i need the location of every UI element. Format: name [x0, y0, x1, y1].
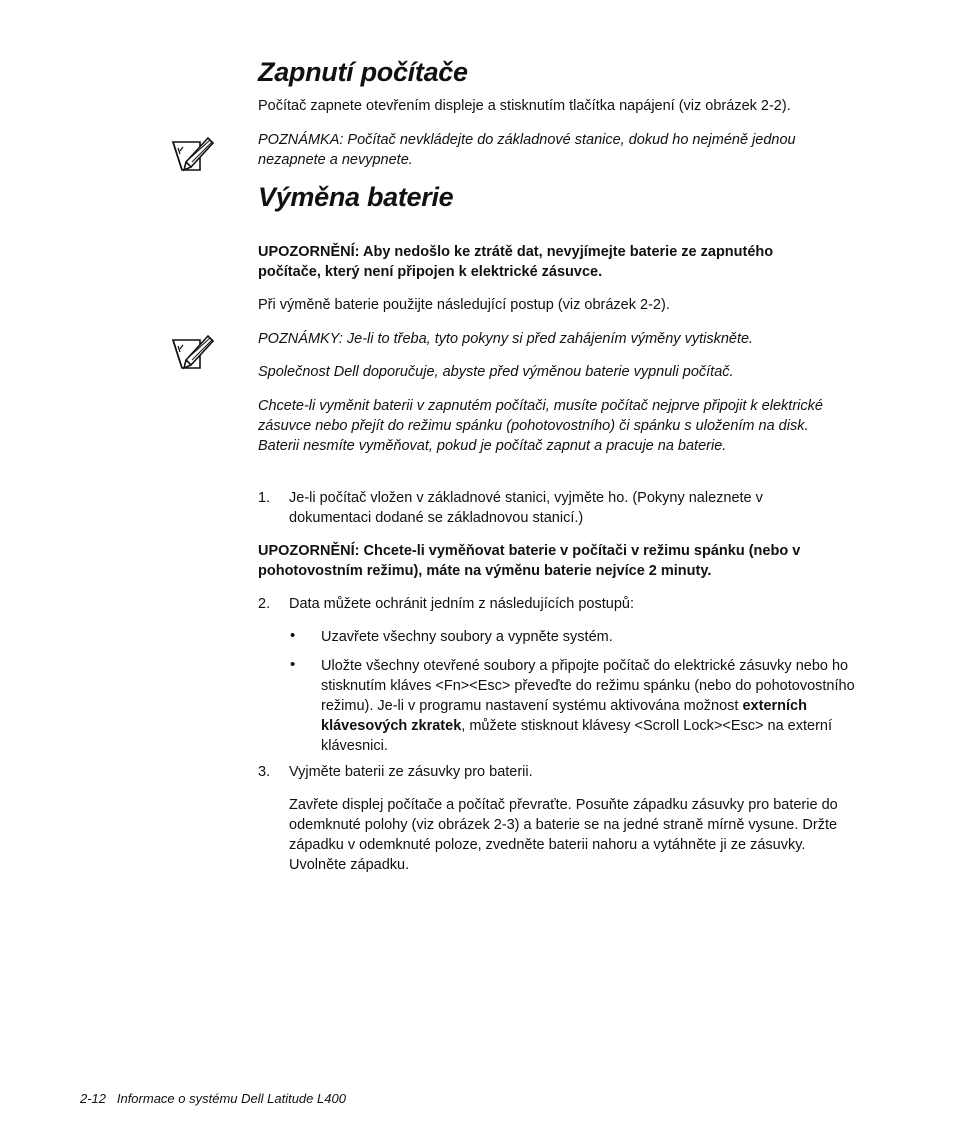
bullet-text: Uzavřete všechny soubory a vypněte systém.	[321, 629, 613, 645]
step-number: 2.	[258, 596, 271, 612]
heading-zapnuti: Zapnutí počítače	[258, 57, 468, 87]
note-pencil-icon	[170, 332, 216, 372]
paragraph-vymena: Při výměně baterie použijte následující postup (viz obrázek 2-2).	[258, 297, 670, 313]
step-number: 3.	[258, 764, 271, 780]
note-dell-text: Společnost Dell doporučuje, abyste před výměnou baterie vypnuli počítač.	[258, 364, 734, 380]
notes-heading-text: POZNÁMKY: Je-li to třeba, tyto pokyny si před zahájením výměny vytiskněte.	[258, 331, 754, 347]
bullet-text-part: , můžete stisknout klávesy <Scroll Lock><Esc> na externí klávesnici.	[321, 718, 832, 754]
step-text: Vyjměte baterii ze zásuvky pro baterii.	[289, 764, 533, 780]
note-zapnuty-text: Chcete-li vyměnit baterii v zapnutém počítači, musíte počítač nejprve připojit k elektrické zásuvce nebo přejít do režimu spánku (pohotovostního) či spánku s uložením na disk. Baterii nesmíte vyměňovat, pokud je počítač zapnut a pracuje na baterie.	[258, 398, 823, 454]
step-number: 1.	[258, 490, 271, 506]
caution-text-1: UPOZORNĚNÍ: Aby nedošlo ke ztrátě dat, nevyjímejte baterie ze zapnutého počítače, který není připojen k elektrické zásuvce.	[258, 244, 774, 280]
bullet-text-part: Uložte všechny otevřené soubory a připojte počítač do elektrické zásuvky nebo ho stisknutím kláves <Fn><Esc> převeďte do režimu spánku (nebo do pohotovostního režimu). Je-li v programu nastavení systému aktivována možnost	[321, 658, 855, 714]
bullet-icon: •	[290, 627, 296, 644]
bullet-text-bold: externích klávesových zkratek	[321, 698, 807, 734]
note-pencil-icon	[170, 134, 216, 174]
note-text: POZNÁMKA: Počítač nevkládejte do základnové stanice, dokud ho nejméně jednou nezapnete a nevypnete.	[258, 132, 796, 168]
step-detail-text: Zavřete displej počítače a počítač převraťte. Posuňte západku zásuvky pro baterie do odemknuté polohy (viz obrázek 2-3) a baterie se na jedné straně mírně vysune. Držte západku v odemknuté poloze, zvedněte baterii nahoru a vytáhněte ji ze zásuvky. Uvolněte západku.	[289, 797, 838, 873]
heading-vymena-baterie: Výměna baterie	[258, 182, 454, 212]
step-text: Je-li počítač vložen v základnové stanici, vyjměte ho. (Pokyny naleznete v dokumentaci dodané se základnovou stanicí.)	[289, 490, 763, 526]
paragraph-zapnuti: Počítač zapnete otevřením displeje a stisknutím tlačítka napájení (viz obrázek 2-2).	[258, 98, 791, 114]
caution-text-2: UPOZORNĚNÍ: Chcete-li vyměňovat baterie v počítači v režimu spánku (nebo v pohotovostním režimu), máte na výměnu baterie nejvíce 2 minuty.	[258, 543, 801, 579]
bullet-text	[321, 656, 861, 756]
page-footer: 2-12 Informace o systému Dell Latitude L400	[80, 1091, 346, 1106]
bullet-icon: •	[290, 656, 296, 673]
step-text: Data můžete ochránit jedním z následujících postupů:	[289, 596, 634, 612]
